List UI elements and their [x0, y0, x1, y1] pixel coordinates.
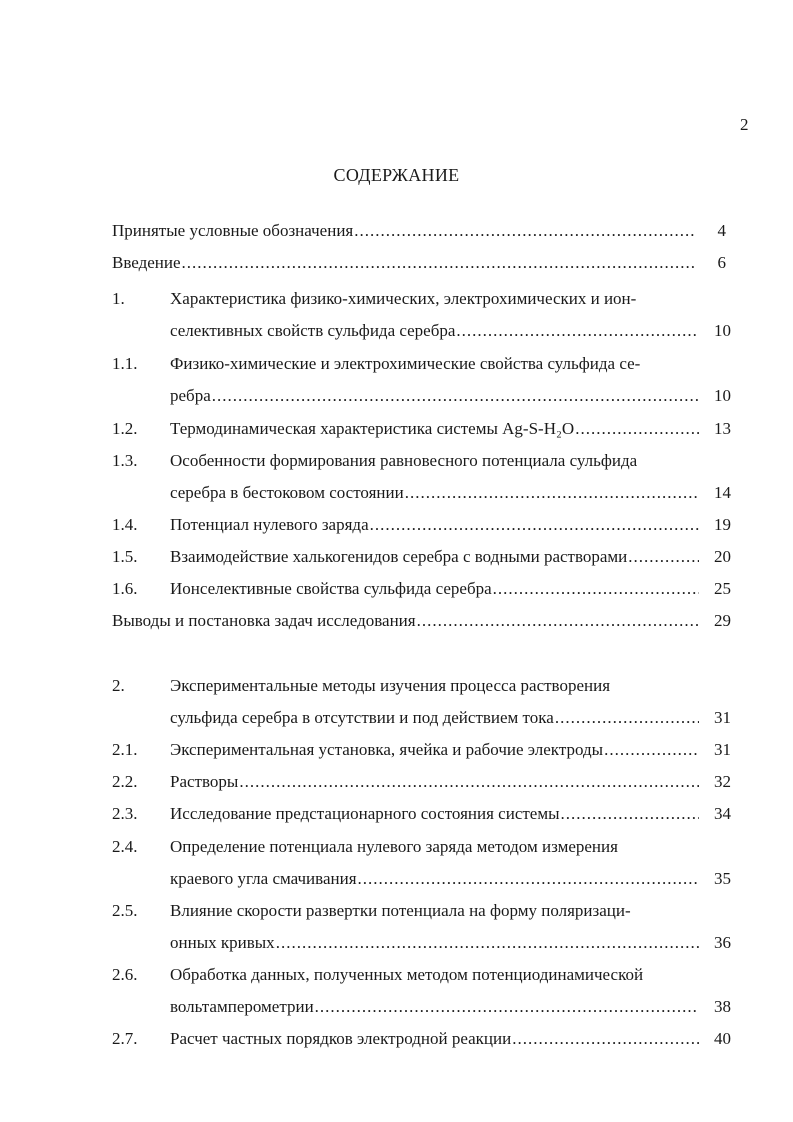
toc-leader — [604, 739, 699, 761]
toc-entry-text: Ионселективные свойства сульфида серебра — [170, 579, 492, 598]
toc-entry — [170, 707, 731, 729]
toc-entry-page: 20 — [714, 547, 731, 566]
toc-entry-page: 31 — [714, 708, 731, 727]
toc-entry-text: Выводы и постановка задач исследования — [112, 611, 416, 630]
toc-entry-page: 31 — [714, 740, 731, 759]
toc-entry-text: Определение потенциала нулевого заряда методом измерения — [170, 837, 618, 856]
toc-entry-number: 2.1. — [112, 740, 138, 759]
toc-entry — [112, 771, 731, 793]
toc-entry-page: 19 — [714, 515, 731, 534]
toc-entry-text-cont: серебра в бестоковом состоянии — [170, 483, 404, 502]
toc-entry-number: 1.3. — [112, 451, 138, 470]
toc-entry — [112, 546, 731, 568]
toc-entry-page: 35 — [714, 869, 731, 888]
toc-entry-line1 — [112, 675, 611, 697]
toc-leader — [555, 707, 699, 729]
toc-entry-page: 4 — [717, 221, 726, 240]
toc-entry — [112, 252, 726, 274]
toc-entry — [112, 610, 731, 632]
toc-leader — [628, 546, 699, 568]
toc-entry-text: Особенности формирования равновесного потенциала сульфида — [170, 451, 638, 470]
toc-entry-text-cont: онных кривых — [170, 933, 275, 952]
toc-entry-text-cont: сульфида серебра в отсутствии и под действием тока — [170, 708, 554, 727]
toc-entry-page: 10 — [714, 321, 731, 340]
toc-entry-number: 1.1. — [112, 354, 138, 373]
toc-entry-page: 25 — [714, 579, 731, 598]
toc-entry — [112, 803, 731, 825]
toc-entry-text-cont: селективных свойств сульфида серебра — [170, 321, 456, 340]
toc-leader — [354, 220, 694, 242]
toc-entry-page: 38 — [714, 997, 731, 1016]
toc-entry — [112, 418, 731, 440]
toc-leader — [358, 868, 699, 890]
toc-title: СОДЕРЖАНИЕ — [333, 165, 460, 185]
toc-entry-text-cont: краевого угла смачивания — [170, 869, 357, 888]
toc-entry-page: 40 — [714, 1029, 731, 1048]
toc-entry-line1 — [112, 964, 644, 986]
toc-leader — [182, 252, 694, 274]
toc-entry-number: 2.5. — [112, 901, 138, 920]
toc-entry-text: Расчет частных порядков электродной реакции — [170, 1029, 512, 1048]
toc-entry-text: Растворы — [170, 772, 239, 791]
toc-entry — [112, 739, 731, 761]
toc-entry-text: Экспериментальные методы изучения процесса растворения — [170, 676, 611, 695]
toc-entry — [112, 220, 726, 242]
toc-entry-text: Исследование предстационарного состояния системы — [170, 804, 560, 823]
toc-entry-number: 2.6. — [112, 965, 138, 984]
toc-entry-text: Введение — [112, 253, 181, 272]
toc-entry-text: Физико-химические и электрохимические свойства сульфида се- — [170, 354, 641, 373]
toc-leader — [276, 932, 699, 954]
toc-entry-number: 2. — [112, 676, 125, 695]
toc-entry-text: Экспериментальная установка, ячейка и рабочие электроды — [170, 740, 604, 759]
toc-entry-number: 1.2. — [112, 419, 138, 438]
toc-leader — [575, 418, 699, 440]
toc-entry-text-cont: вольтамперометрии — [170, 997, 314, 1016]
toc-entry — [112, 578, 731, 600]
toc-entry-number: 1.5. — [112, 547, 138, 566]
toc-leader — [561, 803, 699, 825]
toc-entry-number: 2.2. — [112, 772, 138, 791]
toc-leader — [493, 578, 699, 600]
toc-entry — [112, 1028, 731, 1050]
toc-entry-number: 2.3. — [112, 804, 138, 823]
toc-entry-number: 1.4. — [112, 515, 138, 534]
toc-entry-line1 — [112, 450, 638, 472]
toc-entry-line1 — [112, 353, 641, 375]
toc-leader — [405, 482, 699, 504]
toc-leader — [456, 320, 699, 342]
toc-entry-text: Влияние скорости развертки потенциала на форму поляризаци- — [170, 901, 631, 920]
toc-entry-page: 34 — [714, 804, 731, 823]
toc-leader — [417, 610, 699, 632]
toc-entry-page: 36 — [714, 933, 731, 952]
page-number: 2 — [740, 115, 749, 134]
toc-entry — [170, 320, 731, 342]
toc-entry-text: Принятые условные обозначения — [112, 221, 354, 240]
toc-entry-number: 2.4. — [112, 837, 138, 856]
toc-entry — [170, 385, 731, 407]
toc-entry-text: Характеристика физико-химических, электрохимических и ион- — [170, 289, 637, 308]
toc-leader — [239, 771, 699, 793]
toc-entry-line1 — [112, 288, 637, 310]
toc-entry-number: 2.7. — [112, 1029, 138, 1048]
toc-entry-text: Взаимодействие халькогенидов серебра с водными растворами — [170, 547, 628, 566]
toc-entry-text: Потенциал нулевого заряда — [170, 515, 369, 534]
toc-entry-text-cont: ребра — [170, 386, 211, 405]
toc-entry-line1 — [112, 900, 631, 922]
toc-entry-page: 32 — [714, 772, 731, 791]
toc-entry-page: 29 — [714, 611, 731, 630]
toc-leader — [512, 1028, 699, 1050]
toc-leader — [315, 996, 699, 1018]
toc-entry-page: 10 — [714, 386, 731, 405]
toc-entry — [112, 514, 731, 536]
toc-entry — [170, 996, 731, 1018]
toc-entry-page: 13 — [714, 419, 731, 438]
toc-entry-page: 14 — [714, 483, 731, 502]
toc-entry-number: 1.6. — [112, 579, 138, 598]
toc-entry-text: Термодинамическая характеристика системы Ag-S-H₂O — [170, 419, 575, 438]
toc-entry — [170, 482, 731, 504]
toc-entry-number: 1. — [112, 289, 125, 308]
toc-entry-page: 6 — [717, 253, 726, 272]
toc-entry — [170, 932, 731, 954]
toc-leader — [370, 514, 699, 536]
toc-entry-line1 — [112, 836, 618, 858]
toc-entry — [170, 868, 731, 890]
toc-leader — [212, 385, 699, 407]
toc-entry-text: Обработка данных, полученных методом потенциодинамической — [170, 965, 644, 984]
